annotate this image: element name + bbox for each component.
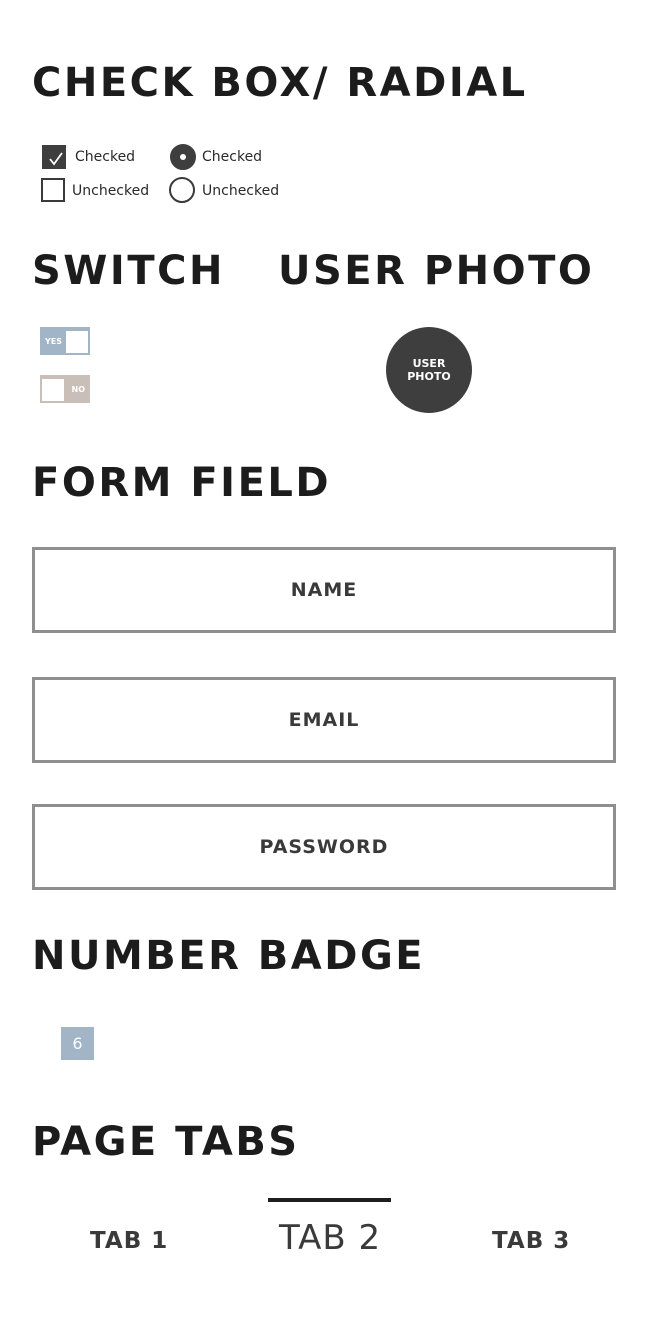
switch-heading: SWITCH xyxy=(32,248,225,294)
number-badge-heading: NUMBER BADGE xyxy=(32,933,426,979)
page-tabs-heading: PAGE TABS xyxy=(32,1119,300,1165)
checkbox-checked-label: Checked xyxy=(75,149,136,165)
tab-3[interactable]: TAB 3 xyxy=(492,1228,571,1254)
radio-dot-icon xyxy=(180,154,186,160)
badge-count: 6 xyxy=(72,1034,83,1053)
radio-unchecked-label: Unchecked xyxy=(202,183,280,199)
avatar-text: USER PHOTO xyxy=(407,357,451,383)
name-field-box xyxy=(32,547,616,633)
switch-on-text: YES xyxy=(45,337,63,346)
email-field[interactable] xyxy=(35,708,613,732)
tab-1[interactable]: TAB 1 xyxy=(90,1228,169,1254)
user-photo-heading: USER PHOTO xyxy=(278,248,595,294)
email-field-box xyxy=(32,677,616,763)
checkbox-radial-heading: CHECK BOX/ RADIAL xyxy=(32,60,528,106)
form-field-heading: FORM FIELD xyxy=(32,460,332,506)
radio-unchecked[interactable] xyxy=(169,177,195,203)
checkmark-icon xyxy=(47,150,65,168)
switch-knob xyxy=(42,379,64,401)
checkbox-unchecked[interactable] xyxy=(41,178,65,202)
switch-knob xyxy=(66,331,88,353)
active-tab-indicator xyxy=(268,1198,391,1202)
tab-2[interactable]: TAB 2 xyxy=(279,1218,382,1258)
switch-off-text: NO xyxy=(71,385,85,394)
password-field[interactable] xyxy=(35,835,613,859)
password-field-box xyxy=(32,804,616,890)
switch-on[interactable] xyxy=(40,327,90,355)
checkbox-unchecked-label: Unchecked xyxy=(72,183,150,199)
name-field[interactable] xyxy=(35,578,613,602)
radio-checked-label: Checked xyxy=(202,149,263,165)
checkbox-checked[interactable] xyxy=(42,145,66,169)
number-badge xyxy=(61,1027,94,1060)
avatar[interactable] xyxy=(386,327,472,413)
radio-checked[interactable] xyxy=(170,144,196,170)
switch-off[interactable] xyxy=(40,375,90,403)
